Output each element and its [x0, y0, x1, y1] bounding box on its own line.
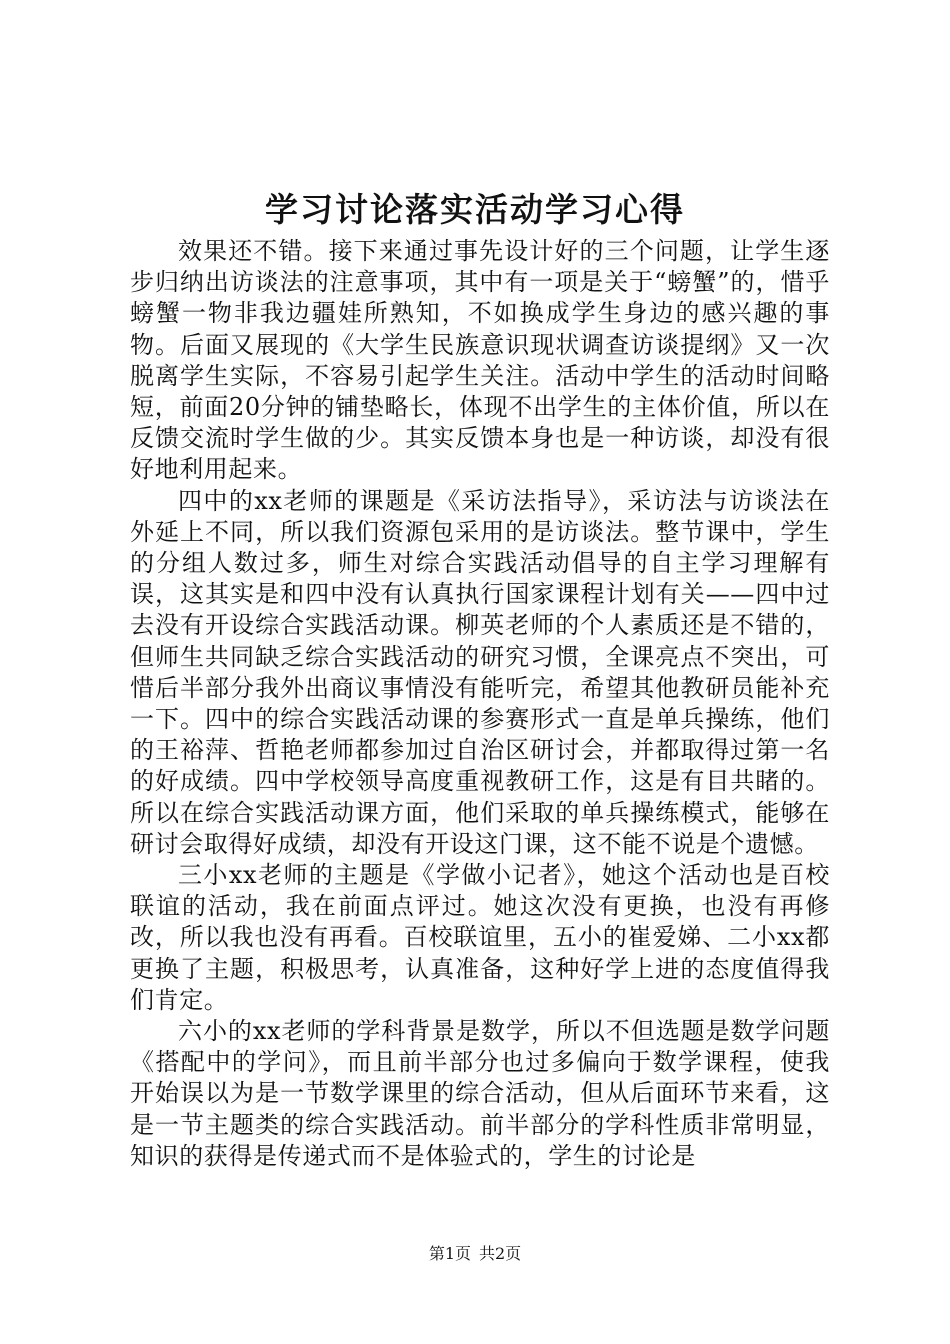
paragraph: 三小xx老师的主题是《学做小记者》，她这个活动也是百校联谊的活动，我在前面点评过。她这次没有更换，也没有再修改，所以我也没有再看。百校联谊里，五小的崔爱娣、二小xx都更换了主题，积极思考，认真准备，这种好学上进的态度值得我们肯定。 — [130, 861, 830, 1014]
document-title: 学习讨论落实活动学习心得 — [265, 190, 685, 229]
page-total: 共2页 — [479, 1244, 522, 1263]
paragraph: 六小的xx老师的学科背景是数学，所以不但选题是数学问题《搭配中的学问》，而且前半部分也过多偏向于数学课程，使我开始误以为是一节数学课里的综合活动，但从后面环节来看，这是一节主题类的综合实践活动。前半部分的学科性质非常明显，知识的获得是传递式而不是体验式的，学生的讨论是 — [130, 1017, 830, 1170]
paragraph: 效果还不错。接下来通过事先设计好的三个问题，让学生逐步归纳出访谈法的注意事项，其中有一项是关于“螃蟹”的，惜乎螃蟹一物非我边疆娃所熟知，不如换成学生身边的感兴趣的事物。后面又展现的《大学生民族意识现状调查访谈提纲》又一次脱离学生实际，不容易引起学生关注。活动中学生的活动时间略短，前面20分钟的铺垫略长，体现不出学生的主体价值，所以在反馈交流时学生做的少。其实反馈本身也是一种访谈，却没有很好地利用起来。 — [130, 237, 830, 484]
document-body — [130, 236, 830, 1172]
paragraph: 四中的xx老师的课题是《采访法指导》，采访法与访谈法在外延上不同，所以我们资源包采用的是访谈法。整节课中，学生的分组人数过多，师生对综合实践活动倡导的自主学习理解有误，这其实是和四中没有认真执行国家课程计划有关——四中过去没有开设综合实践活动课。柳英老师的个人素质还是不错的，但师生共同缺乏综合实践活动的研究习惯，全课亮点不突出，可惜后半部分我外出商议事情没有能听完，希望其他教研员能补充一下。四中的综合实践活动课的参赛形式一直是单兵操练，他们的王裕萍、哲艳老师都参加过自治区研讨会，并都取得过第一名的好成绩。四中学校领导高度重视教研工作，这是有目共睹的。所以在综合实践活动课方面，他们采取的单兵操练模式，能够在研讨会取得好成绩，却没有开设这门课，这不能不说是个遗憾。 — [130, 486, 830, 858]
page-footer — [0, 1244, 950, 1264]
page-number: 第1页 — [428, 1244, 471, 1263]
